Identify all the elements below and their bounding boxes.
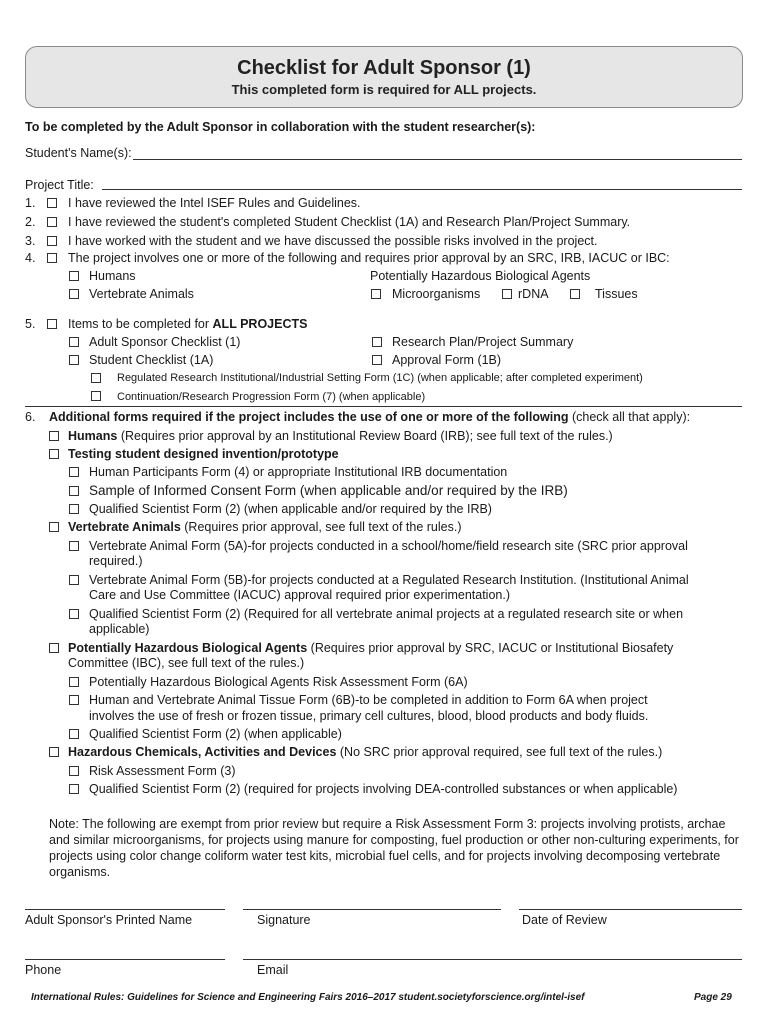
phone-label: Phone (25, 963, 62, 977)
checkbox-form-7[interactable] (91, 391, 101, 401)
section-6-heading: Additional forms required if the project includes the use of one or more of the following (check all that apply): (49, 410, 691, 424)
form-6b-label-line-2: involves the use of fresh or frozen tissue, primary cell cultures, blood, blood products and body fluids. (89, 709, 649, 723)
section-divider (25, 406, 742, 407)
form-1a-label: Student Checklist (1A) (89, 353, 214, 367)
checkbox-item-1[interactable] (47, 198, 57, 208)
form-1c-label: Regulated Research Institutional/Industrial Setting Form (1C) (when applicable; after completed experiment) (117, 372, 643, 384)
student-names-field[interactable] (133, 159, 742, 160)
checkbox-form-1a[interactable] (69, 355, 79, 365)
checkbox-vertebrate-6[interactable] (49, 522, 59, 532)
item-number: 1. (25, 196, 36, 210)
checkbox-humans-6[interactable] (49, 431, 59, 441)
checkbox-humans[interactable] (69, 271, 79, 281)
item-number: 2. (25, 215, 36, 229)
item-3-text: I have worked with the student and we have discussed the possible risks involved in the project. (68, 234, 598, 248)
item-4-text: The project involves one or more of the following and requires prior approval by an SRC, IRB, IACUC or IBC: (68, 251, 670, 265)
exemption-note: Note: The following are exempt from prior review but require a Risk Assessment Form 3: projects involving protists, archae and similar microorganisms, for projects using manure for composting, fuel production or other non-culturing experiments, for projects using color change coliform water test kits, microbial fuel cells, and for projects involving decomposing vertebrate organisms. (49, 817, 739, 879)
checkbox-consent-form[interactable] (69, 486, 79, 496)
item-number: 6. (25, 410, 36, 424)
item-5-text: Items to be completed for ALL PROJECTS (68, 317, 308, 331)
signature-label: Signature (257, 913, 311, 927)
signature-field[interactable] (243, 909, 501, 910)
checkbox-item-2[interactable] (47, 217, 57, 227)
checkbox-form-1b[interactable] (372, 355, 382, 365)
checkbox-qs-form-b[interactable] (69, 609, 79, 619)
checkbox-form-1[interactable] (69, 337, 79, 347)
microorganisms-label: Microorganisms (392, 287, 481, 301)
checkbox-item-4[interactable] (47, 253, 57, 263)
vertebrate-6-text: Vertebrate Animals (Requires prior approval, see full text of the rules.) (68, 520, 462, 534)
form-5a-label-line-1: Vertebrate Animal Form (5A)-for projects conducted in a school/home/field research site (SRC prior approval (89, 539, 688, 553)
checkbox-tissues[interactable] (570, 289, 580, 299)
checkbox-vertebrate-animals[interactable] (69, 289, 79, 299)
checkbox-form-4[interactable] (69, 467, 79, 477)
qs-form-c-label: Qualified Scientist Form (2) (when applicable) (89, 727, 342, 741)
checkbox-form-6b[interactable] (69, 695, 79, 705)
student-names-label: Student's Name(s): (25, 146, 132, 160)
checkbox-form-5b[interactable] (69, 575, 79, 585)
date-field[interactable] (519, 909, 742, 910)
page-title: Checklist for Adult Sponsor (1) (237, 57, 531, 79)
testing-prototype-text: Testing student designed invention/prototype (68, 447, 339, 461)
form-4-label: Human Participants Form (4) or appropriate Institutional IRB documentation (89, 465, 508, 479)
printed-name-field[interactable] (25, 909, 225, 910)
checkbox-form-1c[interactable] (91, 373, 101, 383)
qs-form-b-label-line-2: applicable) (89, 622, 150, 636)
form-6a-label: Potentially Hazardous Biological Agents Risk Assessment Form (6A) (89, 675, 468, 689)
project-title-label: Project Title: (25, 178, 94, 192)
header-box (25, 46, 743, 108)
humans-6-text: Humans (Requires prior approval by an Institutional Review Board (IRB); see full text of the rules.) (68, 429, 613, 443)
item-number: 3. (25, 234, 36, 248)
date-label: Date of Review (522, 913, 607, 927)
checkbox-qs-form-a[interactable] (69, 504, 79, 514)
checkbox-testing-prototype[interactable] (49, 449, 59, 459)
form-5b-label-line-1: Vertebrate Animal Form (5B)-for projects conducted at a Regulated Research Institution. (Institutional Animal (89, 573, 689, 587)
form-1b-label: Approval Form (1B) (392, 353, 502, 367)
rdna-label: rDNA (518, 287, 549, 301)
project-title-field[interactable] (102, 189, 742, 190)
phba-6-text-line-1: Potentially Hazardous Biological Agents (Requires prior approval by SRC, IACUC or Institutional Biosafety (68, 641, 674, 655)
checkbox-form-5a[interactable] (69, 541, 79, 551)
email-field[interactable] (243, 959, 742, 960)
vertebrate-label: Vertebrate Animals (89, 287, 194, 301)
qs-form-b-label-line-1: Qualified Scientist Form (2) (Required for all vertebrate animal projects at a regulated research site or when (89, 607, 684, 621)
phba-heading: Potentially Hazardous Biological Agents (370, 269, 591, 283)
checkbox-item-5[interactable] (47, 319, 57, 329)
page-subtitle: This completed form is required for ALL projects. (231, 82, 537, 97)
tissues-label: Tissues (595, 287, 638, 301)
hazardous-6-text: Hazardous Chemicals, Activities and Devices (No SRC prior approval required, see full text of the rules.) (68, 745, 663, 759)
page-number: Page 29 (694, 992, 732, 1003)
form-6b-label-line-1: Human and Vertebrate Animal Tissue Form (6B)-to be completed in addition to Form 6A when project (89, 693, 648, 707)
printed-name-label: Adult Sponsor's Printed Name (25, 913, 193, 927)
checkbox-form-6a[interactable] (69, 677, 79, 687)
footer-text: International Rules: Guidelines for Science and Engineering Fairs 2016–2017 student.societyforscience.org/intel-isef (31, 992, 585, 1003)
form-3-label: Risk Assessment Form (3) (89, 764, 236, 778)
qs-form-d-label: Qualified Scientist Form (2) (required for projects involving DEA-controlled substances or when applicable) (89, 782, 678, 796)
phone-field[interactable] (25, 959, 225, 960)
form-5b-label-line-2: Care and Use Committee (IACUC) approval required prior experimentation.) (89, 588, 511, 602)
item-number: 4. (25, 251, 36, 265)
checkbox-qs-form-c[interactable] (69, 729, 79, 739)
item-2-text: I have reviewed the student's completed Student Checklist (1A) and Research Plan/Project Summary. (68, 215, 631, 229)
checkbox-form-3[interactable] (69, 766, 79, 776)
form-5a-label-line-2: required.) (89, 554, 143, 568)
phba-6-text-line-2: Committee (IBC), see full text of the rules.) (68, 656, 305, 670)
form-7-label: Continuation/Research Progression Form (7) (when applicable) (117, 391, 426, 403)
checkbox-hazardous-6[interactable] (49, 747, 59, 757)
intro-text: To be completed by the Adult Sponsor in collaboration with the student researcher(s): (25, 120, 536, 134)
email-label: Email (257, 963, 289, 977)
checkbox-qs-form-d[interactable] (69, 784, 79, 794)
humans-label: Humans (89, 269, 136, 283)
checkbox-item-3[interactable] (47, 236, 57, 246)
item-1-text: I have reviewed the Intel ISEF Rules and Guidelines. (68, 196, 361, 210)
checkbox-research-plan[interactable] (372, 337, 382, 347)
checkbox-rdna[interactable] (502, 289, 512, 299)
qs-form-a-label: Qualified Scientist Form (2) (when applicable and/or required by the IRB) (89, 502, 492, 516)
checkbox-microorganisms[interactable] (371, 289, 381, 299)
item-number: 5. (25, 317, 36, 331)
form-1-label: Adult Sponsor Checklist (1) (89, 335, 241, 349)
checkbox-phba-6[interactable] (49, 643, 59, 653)
research-plan-label: Research Plan/Project Summary (392, 335, 574, 349)
consent-form-label: Sample of Informed Consent Form (when applicable and/or required by the IRB) (89, 483, 568, 498)
